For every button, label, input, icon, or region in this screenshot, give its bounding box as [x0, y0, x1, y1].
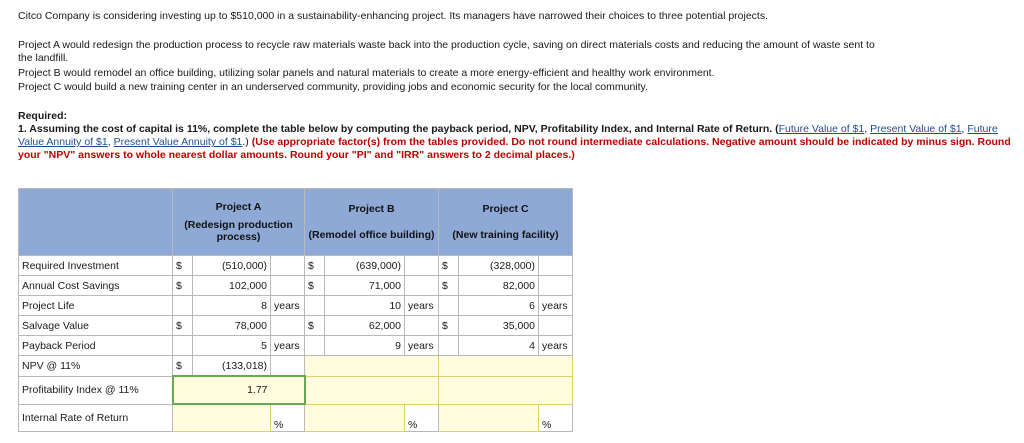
table-row-required-investment [19, 256, 573, 276]
table-row-salvage-value [19, 316, 573, 336]
future-value-1-link[interactable]: Future Value of $1 [778, 123, 865, 135]
header-blank [19, 189, 173, 256]
cell-a-value: 8 [193, 296, 271, 316]
table-row-irr [19, 404, 573, 432]
future-value-annuity-link[interactable]: Future Value Annuity of $1 [18, 123, 998, 148]
years-unit: years [539, 336, 573, 356]
dollar-sign: $ [439, 316, 459, 336]
pi-a-input[interactable]: 1.77 [173, 376, 305, 404]
npv-a-input[interactable]: (133,018) [193, 356, 271, 377]
npv-c-input[interactable] [439, 356, 573, 377]
years-unit: years [539, 296, 573, 316]
row-label: NPV @ 11% [19, 356, 173, 377]
dollar-sign: $ [305, 316, 325, 336]
project-c-description: Project C would build a new training center in an underserved community, providing jobs and economic security for the local community. [18, 81, 648, 93]
dollar-sign: $ [305, 256, 325, 276]
capital-budgeting-table [18, 188, 573, 432]
cell-a-value: 102,000 [193, 276, 271, 296]
header-project-c: Project C (New training facility) [439, 189, 573, 256]
cell-c-value: 6 [459, 296, 539, 316]
intro-text: Citco Company is considering investing up to $510,000 in a sustainability-enhancing project. Its managers have narrowed their choices to three potential projects. [18, 10, 769, 22]
dollar-sign: $ [173, 276, 193, 296]
percent-unit: % [271, 404, 305, 432]
pi-c-input[interactable] [439, 376, 573, 404]
cell-c-value: 35,000 [459, 316, 539, 336]
cell-a-value: 5 [193, 336, 271, 356]
project-a-description: Project A would redesign the production process to recycle raw materials waste back into the production cycle, saving on direct materials costs and reducing the amount of waste sent to the landfill. [18, 39, 875, 64]
dollar-sign: $ [173, 316, 193, 336]
row-label: Required Investment [19, 256, 173, 276]
pi-b-input[interactable] [305, 376, 439, 404]
cell-c-value: (328,000) [459, 256, 539, 276]
required-heading: Required: [18, 110, 68, 122]
table-row-project-life [19, 296, 573, 316]
irr-b-input[interactable] [305, 404, 405, 432]
table-row-payback-period [19, 336, 573, 356]
irr-c-input[interactable] [439, 404, 539, 432]
row-label: Payback Period [19, 336, 173, 356]
years-unit: years [405, 296, 439, 316]
cell-b-value: 62,000 [325, 316, 405, 336]
cell-b-value: 71,000 [325, 276, 405, 296]
header-project-b: Project B (Remodel office building) [305, 189, 439, 256]
cell-b-value: 10 [325, 296, 405, 316]
row-label: Salvage Value [19, 316, 173, 336]
table-row-npv [19, 356, 573, 377]
table-row-annual-cost-savings [19, 276, 573, 296]
cell-c-value: 82,000 [459, 276, 539, 296]
cell-c-value: 4 [459, 336, 539, 356]
irr-a-input[interactable] [173, 404, 271, 432]
project-b-description: Project B would remodel an office building, utilizing solar panels and natural materials to create a more energy-efficient and healthy work environment. [18, 67, 715, 79]
dollar-sign: $ [305, 276, 325, 296]
years-unit: years [405, 336, 439, 356]
npv-b-input[interactable] [305, 356, 439, 377]
cell-a-value: 78,000 [193, 316, 271, 336]
percent-unit: % [405, 404, 439, 432]
table-header-row [19, 189, 573, 256]
cell-a-value: (510,000) [193, 256, 271, 276]
requirement-1-text: 1. Assuming the cost of capital is 11%, complete the table below by computing the payback period, NPV, Profitability Index, and Internal Rate of Return. (Future Value of $1, Present Value of $1, Future Value Annuity of $1, Present Value Annuity of $1.) (Use appropriate factor(s) from the tables provided. Do not round intermediate calculations. Negative amount should be indicated by minus sign. Round your "NPV" answers to whole nearest dollar amounts. Round your "PI" and "IRR" answers to 2 decimal places.) [18, 123, 1011, 161]
dollar-sign: $ [173, 256, 193, 276]
row-label: Annual Cost Savings [19, 276, 173, 296]
header-project-a: Project A (Redesign production process) [173, 189, 305, 256]
cell-b-value: 9 [325, 336, 405, 356]
dollar-sign: $ [439, 256, 459, 276]
table-row-profitability-index [19, 376, 573, 404]
row-label: Project Life [19, 296, 173, 316]
present-value-annuity-link[interactable]: Present Value Annuity of $1 [113, 136, 243, 148]
cell-b-value: (639,000) [325, 256, 405, 276]
dollar-sign: $ [173, 356, 193, 377]
years-unit: years [271, 296, 305, 316]
present-value-1-link[interactable]: Present Value of $1 [870, 123, 962, 135]
dollar-sign: $ [439, 276, 459, 296]
percent-unit: % [539, 404, 573, 432]
row-label: Internal Rate of Return [19, 404, 173, 432]
row-label: Profitability Index @ 11% [19, 376, 173, 404]
years-unit: years [271, 336, 305, 356]
